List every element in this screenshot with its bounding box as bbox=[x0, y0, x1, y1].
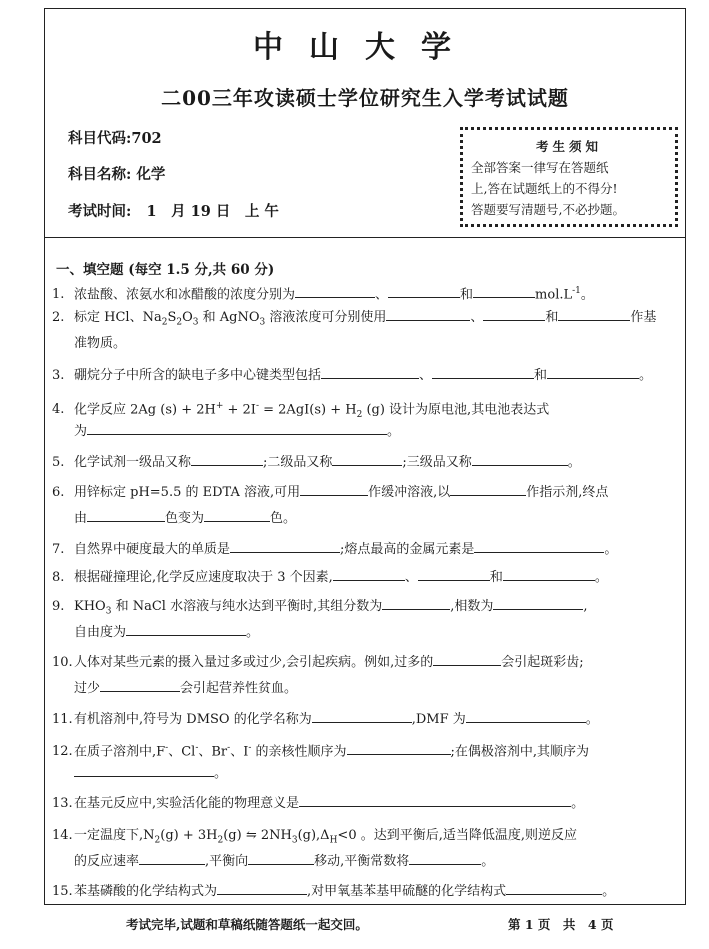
question-2: 2. 标定 HCl、$Na_2S_2O_3$ 和 AgNO$_3$ 溶液浓度可分别使用 、 和 作基 准物质。 bbox=[52, 305, 682, 357]
subject-code: 科目代码:702 bbox=[68, 130, 162, 147]
subject-name: 科目名称: 化学 bbox=[68, 166, 166, 183]
footer-note: 考试完毕,试题和草稿纸随答题纸一起交回。 bbox=[126, 917, 368, 932]
notice-title: 考生须知 bbox=[535, 139, 602, 154]
question-7: 7. 自然界中硬度最大的单质是 ;熔点最高的金属元素是 。 bbox=[52, 537, 682, 563]
question-3: 3. 硼烷分子中所含的缺电子多中心键类型包括 、 和 。 bbox=[52, 363, 682, 389]
notice-line: 全部答案一律写在答题纸 bbox=[471, 160, 609, 175]
candidate-notice bbox=[460, 127, 678, 227]
question-10: 10.人体对某些元素的摄入量过多或过少,会引起疾病。例如,过多的 会引起斑彩齿; 过少 会引起营养性贫血。 bbox=[52, 650, 682, 702]
question-11: 11.有机溶剂中,符号为 DMSO 的化学名称为 ,DMF 为 。 bbox=[52, 707, 682, 733]
question-9: 9. $KHO_3$ 和 NaCl 水溶液与纯水达到平衡时,其组分数为 ,相数为 , 自由度为 。 bbox=[52, 594, 682, 646]
question-13: 13.在基元反应中,实验活化能的物理意义是 。 bbox=[52, 791, 682, 817]
notice-line: 答题要写清题号,不必抄题。 bbox=[471, 202, 625, 217]
question-6: 6. 用锌标定 pH=5.5 的 EDTA 溶液,可用 作缓冲溶液,以 作指示剂,终点 由 色变为 色。 bbox=[52, 480, 682, 532]
page-number: 第 1 页 共 4 页 bbox=[508, 917, 614, 932]
notice-line: 上,答在试题纸上的不得分! bbox=[471, 181, 618, 196]
header-divider bbox=[44, 237, 686, 238]
question-5: 5. 化学试剂一级品又称 ;二级品又称 ;三级品又称 。 bbox=[52, 450, 682, 476]
question-14: 14.一定温度下$,N_2(g) + 3H_2(g)$ ⇋ $2NH_3(g),\Delta_H<0$ 。达到平衡后,适当降低温度,则逆反应 的反应速率 ,平衡向 移动,平衡常数将 。 bbox=[52, 828, 577, 869]
university-name: 中山大学 bbox=[253, 30, 477, 65]
question-4: 4. 化学反应 2Ag $(s) + 2H^+ + 2I^- = 2AgI(s) + H_2$ (g) 设计为原电池,其电池表达式 为 。 bbox=[52, 401, 550, 439]
question-8: 8. 根据碰撞理论,化学反应速度取决于 3 个因素, 、 和 。 bbox=[52, 565, 682, 591]
question-15: 15.苯基磷酸的化学结构式为 ,对甲氧基苯基甲硫醚的化学结构式 。 bbox=[52, 879, 682, 905]
question-1: 1. 浓盐酸、浓氨水和冰醋酸的浓度分别为 、 和 $mol.L^{-1}$。 bbox=[52, 278, 682, 304]
exam-time: 考试时间: 1 月 19 日 上 午 bbox=[68, 203, 279, 220]
question-12: 12.在质子溶剂中,F-、Cl-、Br-、I- 的亲核性顺序为 ;在偶极溶剂中,其顺序为 。 bbox=[52, 735, 682, 787]
exam-title: 二00三年攻读硕士学位研究生入学考试试题 bbox=[161, 86, 569, 110]
section-title: 一、填空题 (每空 1.5 分,共 60 分) bbox=[56, 262, 275, 278]
